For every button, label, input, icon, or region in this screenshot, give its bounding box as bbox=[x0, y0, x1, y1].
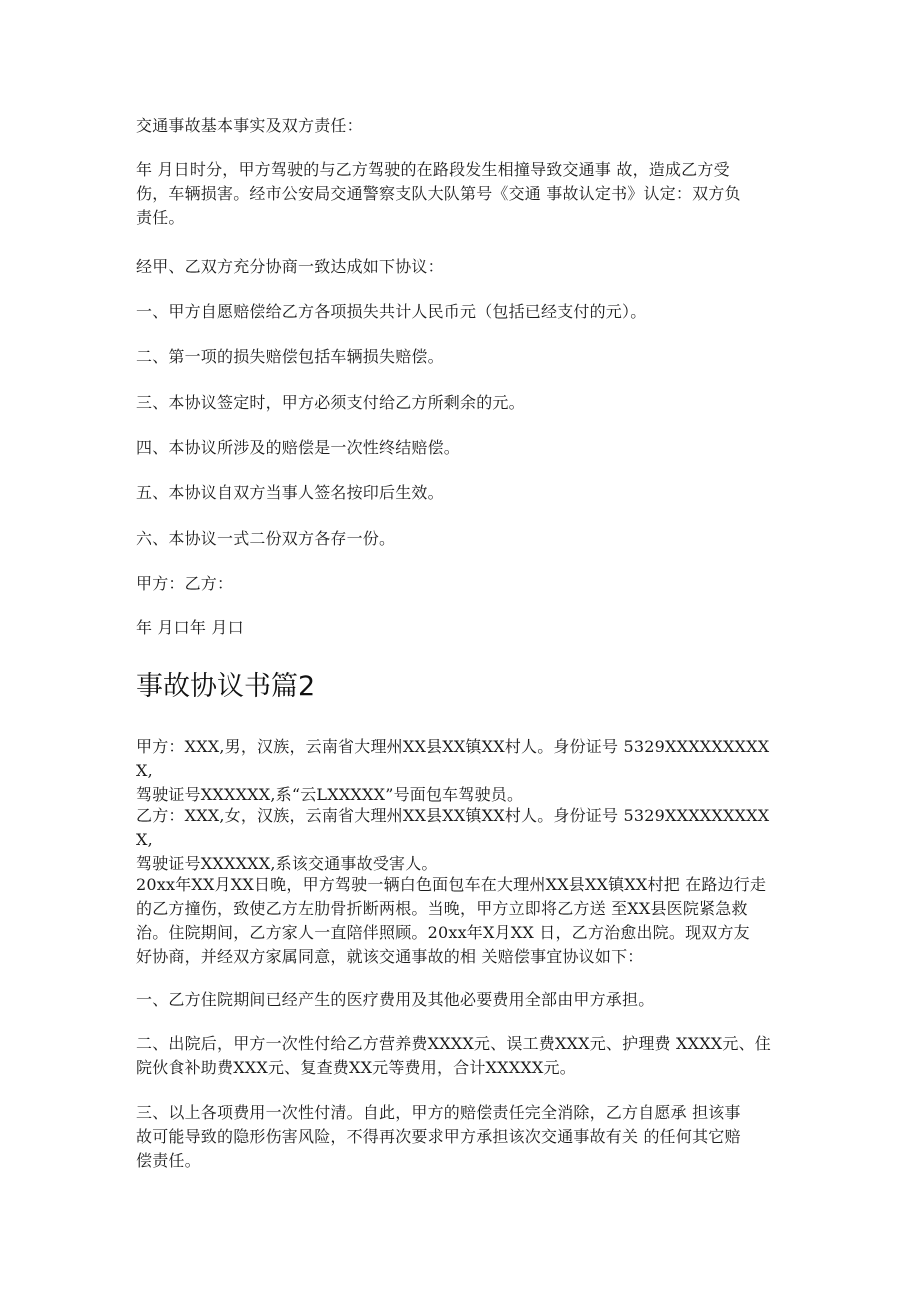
paragraph-line: 20xx年XX月XX日晚，甲方驾驶一辆白色面包车在大理州XX县XX镇XX村把 在路边行走 bbox=[136, 875, 767, 894]
clause-2: 二、第一项的损失赔偿包括车辆损失赔偿。 bbox=[136, 347, 444, 366]
paragraph-line: 的乙方撞伤，致使乙方左肋骨折断两根。当晚，甲方立即将乙方送 至XX县医院紧急救 bbox=[136, 899, 748, 918]
clause-1: 一、甲方自愿赔偿给乙方各项损失共计人民币元（包括已经支付的元）。 bbox=[136, 302, 647, 321]
agreement-intro: 经甲、乙双方充分协商一致达成如下协议： bbox=[136, 257, 444, 276]
section-heading: 事故协议书篇2 bbox=[136, 671, 316, 702]
section2-clause-2 bbox=[136, 1032, 781, 1080]
paragraph-line: 二、出院后，甲方一次性付给乙方营养费XXXX元、误工费XXX元、护理费 XXXX元、住 bbox=[136, 1034, 771, 1053]
narrative-paragraph bbox=[136, 873, 781, 969]
clause-3: 三、本协议签定时，甲方必须支付给乙方所剩余的元。 bbox=[136, 393, 525, 412]
paragraph-line: 三、以上各项费用一次性付清。自此，甲方的赔偿责任完全消除，乙方自愿承 担该事 bbox=[136, 1103, 741, 1122]
paragraph-line: 乙方：XXX,女，汉族，云南省大理州XX县XX镇XX村人。身份证号 5329XXXXXXXXXX, bbox=[136, 806, 770, 849]
signature-line: 甲方：乙方： bbox=[136, 574, 234, 593]
paragraph-line: 院伙食补助费XXX元、复查费XX元等费用，合计XXXXX元。 bbox=[136, 1058, 576, 1077]
paragraph-line: 偿责任。 bbox=[136, 1151, 201, 1170]
paragraph-line: 故可能导致的隐形伤害风险，不得再次要求甲方承担该次交通事故有关 的任何其它赔 bbox=[136, 1127, 741, 1146]
section2-clause-3 bbox=[136, 1101, 781, 1173]
paragraph-line: 治。住院期间，乙方家人一直陪伴照顾。20xx年X月XX 日，乙方治愈出院。现双方友 bbox=[136, 923, 750, 942]
paragraph-line: 责任。 bbox=[136, 208, 185, 227]
party-a-paragraph bbox=[136, 735, 781, 807]
clause-5: 五、本协议自双方当事人签名按印后生效。 bbox=[136, 483, 444, 502]
paragraph-line: 好协商，并经双方家属同意，就该交通事故的相 关赔偿事宜协议如下： bbox=[136, 947, 644, 966]
accident-facts-paragraph bbox=[136, 158, 781, 230]
section2-clause-1: 一、乙方住院期间已经产生的医疗费用及其他必要费用全部由甲方承担。 bbox=[136, 990, 655, 1009]
section-intro-title: 交通事故基本事实及双方责任： bbox=[136, 116, 363, 135]
paragraph-line: 年 月日时分，甲方驾驶的与乙方驾驶的在路段发生相撞导致交通事 故，造成乙方受 bbox=[136, 160, 730, 179]
paragraph-line: 驾驶证号XXXXXX,系该交通事故受害人。 bbox=[136, 854, 438, 873]
paragraph-line: 伤，车辆损害。经市公安局交通警察支队大队第号《交通 事故认定书》认定：双方负 bbox=[136, 184, 741, 203]
paragraph-line: 甲方：XXX,男，汉族，云南省大理州XX县XX镇XX村人。身份证号 5329XXXXXXXXXX, bbox=[136, 737, 770, 780]
clause-4: 四、本协议所涉及的赔偿是一次性终结赔偿。 bbox=[136, 438, 461, 457]
party-b-paragraph bbox=[136, 804, 781, 876]
date-line: 年 月口年 月口 bbox=[136, 618, 244, 637]
clause-6: 六、本协议一式二份双方各存一份。 bbox=[136, 529, 396, 548]
paragraph-line: 驾驶证号XXXXXX,系“云LXXXXX”号面包车驾驶员。 bbox=[136, 785, 524, 804]
